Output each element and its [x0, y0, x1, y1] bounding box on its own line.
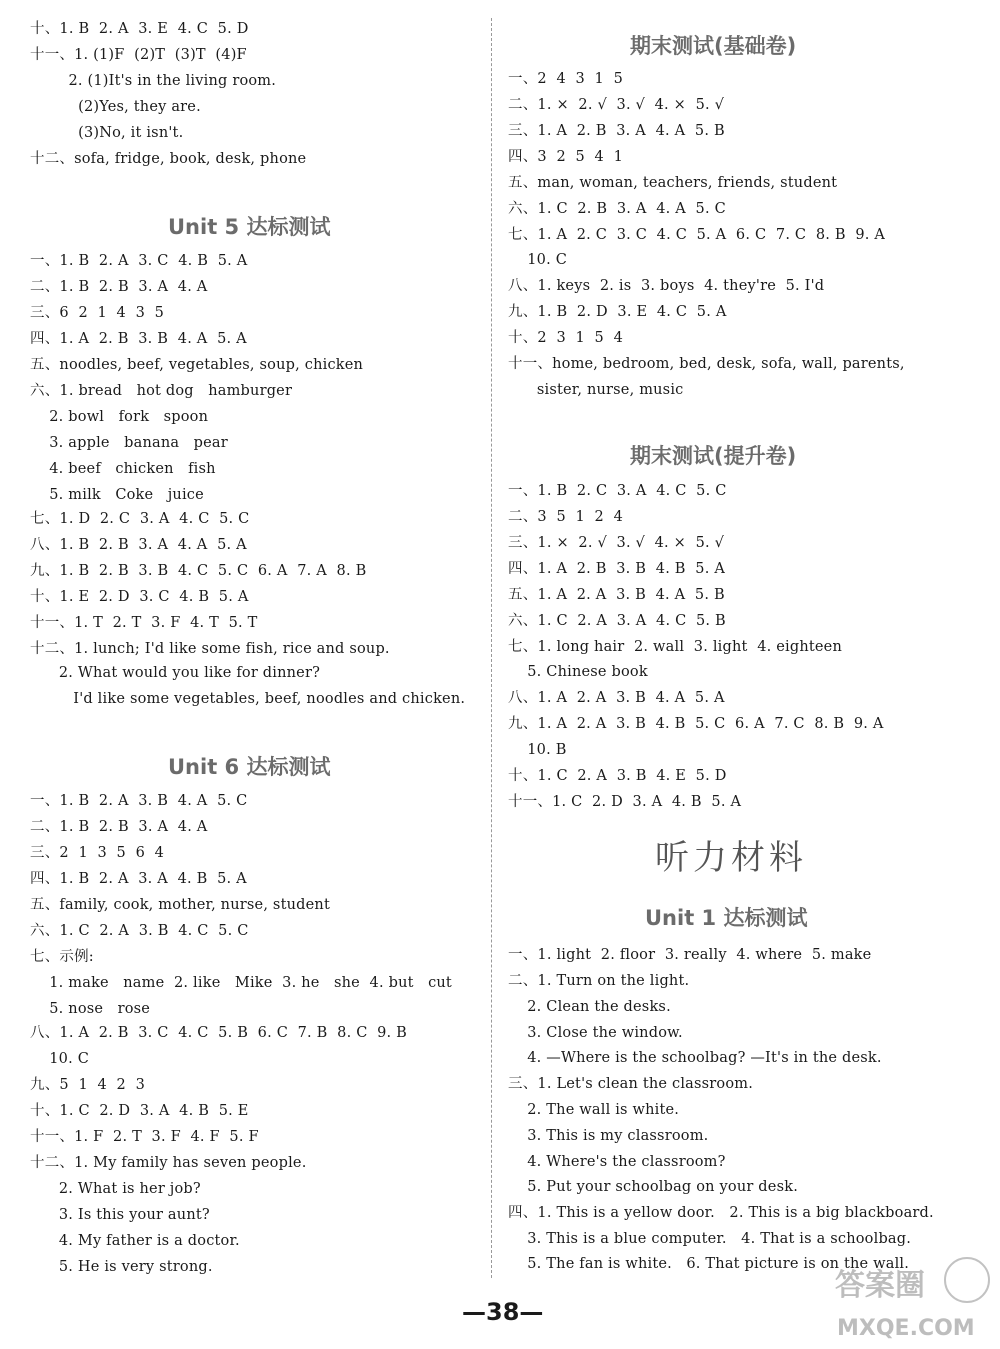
answer-line: 三、6 2 1 4 3 5	[30, 305, 165, 321]
answer-line: 十、1. B 2. A 3. E 4. C 5. D	[30, 21, 249, 37]
answer-line: 六、1. C 2. A 3. B 4. C 5. C	[30, 923, 249, 939]
answer-line: 十一、1. T 2. T 3. F 4. T 5. T	[30, 615, 258, 631]
section-heading: 期末测试(基础卷)	[630, 34, 797, 58]
answer-line: 四、1. B 2. A 3. A 4. B 5. A	[30, 871, 247, 887]
answer-line: 5. Put your schoolbag on your desk.	[508, 1179, 799, 1195]
answer-line: 4. My father is a doctor.	[30, 1233, 240, 1249]
answer-line: 十一、1. F 2. T 3. F 4. F 5. F	[30, 1129, 259, 1145]
watermark-logo-text: 答案圈	[835, 1268, 925, 1303]
answer-line: 七、1. D 2. C 3. A 4. C 5. C	[30, 511, 250, 527]
answer-line: 七、1. A 2. C 3. C 4. C 5. A 6. C 7. C 8. B 9. A	[508, 227, 886, 243]
answer-line: 七、1. long hair 2. wall 3. light 4. eighteen	[508, 639, 842, 655]
answer-line: 5. nose rose	[30, 1001, 151, 1017]
answer-line: 2. What is her job?	[30, 1181, 201, 1197]
answer-line: 10. B	[508, 742, 567, 758]
answer-line: 十、1. C 2. D 3. A 4. B 5. E	[30, 1103, 249, 1119]
answer-line: 八、1. A 2. A 3. B 4. A 5. A	[508, 690, 725, 706]
answer-line: 3. This is my classroom.	[508, 1128, 709, 1144]
answer-line: 一、1. light 2. floor 3. really 4. where 5. make	[508, 947, 872, 963]
page-number: —38—	[462, 1298, 544, 1326]
answer-line: 2. Clean the desks.	[508, 999, 671, 1015]
answer-line: (3)No, it isn't.	[30, 125, 184, 141]
section-heading: Unit 5 达标测试	[168, 215, 331, 239]
answer-line: 三、2 1 3 5 6 4	[30, 845, 165, 861]
answer-line: 七、示例:	[30, 949, 94, 965]
answer-line: 四、3 2 5 4 1	[508, 149, 623, 165]
answer-line: 九、1. B 2. B 3. B 4. C 5. C 6. A 7. A 8. B	[30, 563, 367, 579]
answer-line: sister, nurse, music	[508, 382, 684, 398]
answer-line: 九、1. B 2. D 3. E 4. C 5. A	[508, 304, 727, 320]
answer-line: 九、5 1 4 2 3	[30, 1077, 145, 1093]
answer-line: 二、1. B 2. B 3. A 4. A	[30, 819, 208, 835]
answer-line: 五、noodles, beef, vegetables, soup, chicken	[30, 357, 364, 373]
answer-line: 三、1. × 2. √ 3. √ 4. × 5. √	[508, 535, 725, 551]
answer-line: 五、man, woman, teachers, friends, student	[508, 175, 838, 191]
answer-line: 十二、1. My family has seven people.	[30, 1155, 307, 1171]
answer-line: 4. Where's the classroom?	[508, 1154, 726, 1170]
answer-line: 十、2 3 1 5 4	[508, 330, 623, 346]
answer-line: 八、1. keys 2. is 3. boys 4. they're 5. I'd	[508, 278, 825, 294]
answer-line: 10. C	[30, 1051, 89, 1067]
answer-line: 一、1. B 2. A 3. C 4. B 5. A	[30, 253, 248, 269]
answer-line: 4. —Where is the schoolbag? —It's in the desk.	[508, 1050, 882, 1066]
answer-line: 1. make name 2. like Mike 3. he she 4. but cut	[30, 975, 452, 991]
answer-line: 3. Close the window.	[508, 1025, 683, 1041]
answer-line: 八、1. B 2. B 3. A 4. A 5. A	[30, 537, 247, 553]
answer-line: 九、1. A 2. A 3. B 4. B 5. C 6. A 7. C 8. B 9. A	[508, 716, 884, 732]
watermark-url: MXQE.COM	[837, 1316, 975, 1341]
answer-line: 5. milk Coke juice	[30, 487, 204, 503]
answer-line: 2. The wall is white.	[508, 1102, 680, 1118]
answer-line: 3. This is a blue computer. 4. That is a schoolbag.	[508, 1231, 912, 1247]
answer-line: 3. apple banana pear	[30, 435, 228, 451]
answer-line: 四、1. A 2. B 3. B 4. B 5. A	[508, 561, 726, 577]
answer-line: 2. (1)It's in the living room.	[30, 73, 277, 89]
answer-line: 一、2 4 3 1 5	[508, 71, 623, 87]
answer-line: 四、1. This is a yellow door. 2. This is a big blackboard.	[508, 1205, 934, 1221]
answer-line: 一、1. B 2. A 3. B 4. A 5. C	[30, 793, 248, 809]
answer-line: 十二、sofa, fridge, book, desk, phone	[30, 151, 307, 167]
answer-line: 5. The fan is white. 6. That picture is on the wall.	[508, 1256, 910, 1272]
answer-line: 2. What would you like for dinner?	[30, 665, 321, 681]
answer-line: 五、1. A 2. A 3. B 4. A 5. B	[508, 587, 725, 603]
answer-line: 八、1. A 2. B 3. C 4. C 5. B 6. C 7. B 8. C 9. B	[30, 1025, 408, 1041]
answer-line: 十二、1. lunch; I'd like some fish, rice and soup.	[30, 641, 390, 657]
answer-line: 四、1. A 2. B 3. B 4. A 5. A	[30, 331, 247, 347]
answer-line: 二、1. × 2. √ 3. √ 4. × 5. √	[508, 97, 725, 113]
answer-line: 3. Is this your aunt?	[30, 1207, 210, 1223]
answer-line: 一、1. B 2. C 3. A 4. C 5. C	[508, 483, 727, 499]
main-heading: 听力材料	[655, 838, 807, 878]
answer-line: 10. C	[508, 252, 567, 268]
answer-line: 十一、home, bedroom, bed, desk, sofa, wall, parents,	[508, 356, 905, 372]
answer-line: 三、1. A 2. B 3. A 4. A 5. B	[508, 123, 725, 139]
answer-line: I'd like some vegetables, beef, noodles and chicken.	[30, 691, 466, 707]
watermark	[815, 1250, 995, 1345]
answer-line: 六、1. bread hot dog hamburger	[30, 383, 293, 399]
answer-line: 十、1. E 2. D 3. C 4. B 5. A	[30, 589, 249, 605]
answer-line: (2)Yes, they are.	[30, 99, 201, 115]
answer-line: 六、1. C 2. B 3. A 4. A 5. C	[508, 201, 726, 217]
answer-line: 十一、1. (1)F (2)T (3)T (4)F	[30, 47, 247, 63]
answer-line: 二、1. B 2. B 3. A 4. A	[30, 279, 208, 295]
section-heading: 期末测试(提升卷)	[630, 444, 797, 468]
section-heading: Unit 6 达标测试	[168, 755, 331, 779]
answer-line: 二、1. Turn on the light.	[508, 973, 690, 989]
answer-line: 六、1. C 2. A 3. A 4. C 5. B	[508, 613, 726, 629]
answer-line: 5. Chinese book	[508, 664, 648, 680]
section-heading: Unit 1 达标测试	[645, 906, 808, 930]
answer-line: 二、3 5 1 2 4	[508, 509, 623, 525]
answer-line: 五、family, cook, mother, nurse, student	[30, 897, 330, 913]
answer-line: 5. He is very strong.	[30, 1259, 213, 1275]
answer-line: 2. bowl fork spoon	[30, 409, 209, 425]
answer-line: 4. beef chicken fish	[30, 461, 216, 477]
answer-line: 十、1. C 2. A 3. B 4. E 5. D	[508, 768, 727, 784]
answer-line: 十一、1. C 2. D 3. A 4. B 5. A	[508, 794, 742, 810]
column-divider	[491, 18, 492, 1278]
answer-line: 三、1. Let's clean the classroom.	[508, 1076, 754, 1092]
